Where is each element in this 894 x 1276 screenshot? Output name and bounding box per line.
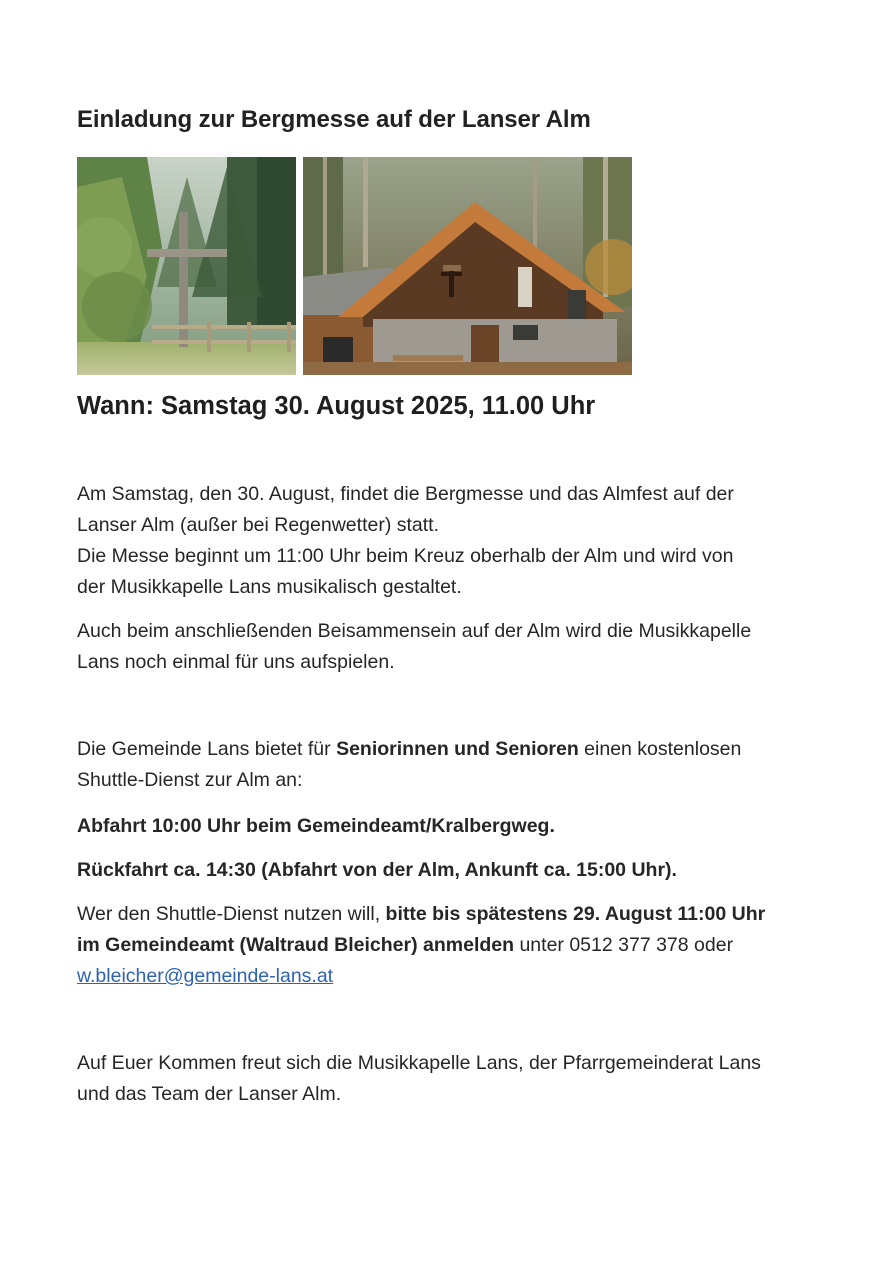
seniors-highlight: Seniorinnen und Senioren	[336, 738, 579, 760]
paragraph-line: Shuttle-Dienst zur Alm an:	[77, 769, 303, 791]
paragraph-line: der Musikkapelle Lans musikalisch gestaltet.	[77, 576, 462, 598]
paragraph-line: Lans noch einmal für uns aufspielen.	[77, 651, 395, 673]
event-description	[77, 479, 857, 603]
text-span: Die Gemeinde Lans bietet für	[77, 738, 337, 760]
text-span: einen kostenlosen	[578, 738, 742, 760]
document-title: Einladung zur Bergmesse auf der Lanser Alm	[77, 106, 591, 133]
hut-photo	[303, 157, 632, 375]
shuttle-return: Rückfahrt ca. 14:30 (Abfahrt von der Alm, Ankunft ca. 15:00 Uhr).	[77, 859, 677, 881]
paragraph-line	[77, 930, 857, 961]
shuttle-intro	[77, 734, 857, 796]
text-span: Wer den Shuttle-Dienst nutzen will,	[77, 903, 386, 925]
paragraph-line: Die Messe beginnt um 11:00 Uhr beim Kreuz oberhalb der Alm und wird von	[77, 545, 734, 567]
paragraph-line	[77, 961, 857, 992]
paragraph-line: Auf Euer Kommen freut sich die Musikkapelle Lans, der Pfarrgemeinderat Lans	[77, 1052, 761, 1074]
signup-location: im Gemeindeamt (Waltraud Bleicher) anmelden	[77, 934, 515, 956]
shuttle-departure: Abfahrt 10:00 Uhr beim Gemeindeamt/Kralbergweg.	[77, 815, 555, 837]
paragraph-line: Auch beim anschließenden Beisammensein auf der Alm wird die Musikkapelle	[77, 620, 752, 642]
paragraph-line	[77, 899, 857, 930]
music-paragraph	[77, 616, 857, 678]
signup-deadline: bitte bis spätestens 29. August 11:00 Uhr	[385, 903, 766, 925]
event-date-heading: Wann: Samstag 30. August 2025, 11.00 Uhr	[77, 392, 596, 420]
paragraph-line	[77, 734, 857, 765]
paragraph-line: und das Team der Lanser Alm.	[77, 1083, 342, 1105]
cross-photo	[77, 157, 296, 375]
email-link[interactable]: w.bleicher@gemeinde-lans.at	[77, 965, 334, 987]
closing-paragraph	[77, 1048, 857, 1110]
shuttle-signup	[77, 899, 857, 992]
paragraph-line: Lanser Alm (außer bei Regenwetter) statt.	[77, 514, 439, 536]
text-span: unter 0512 377 378 oder	[514, 934, 734, 956]
paragraph-line: Am Samstag, den 30. August, findet die Bergmesse und das Almfest auf der	[77, 483, 734, 505]
